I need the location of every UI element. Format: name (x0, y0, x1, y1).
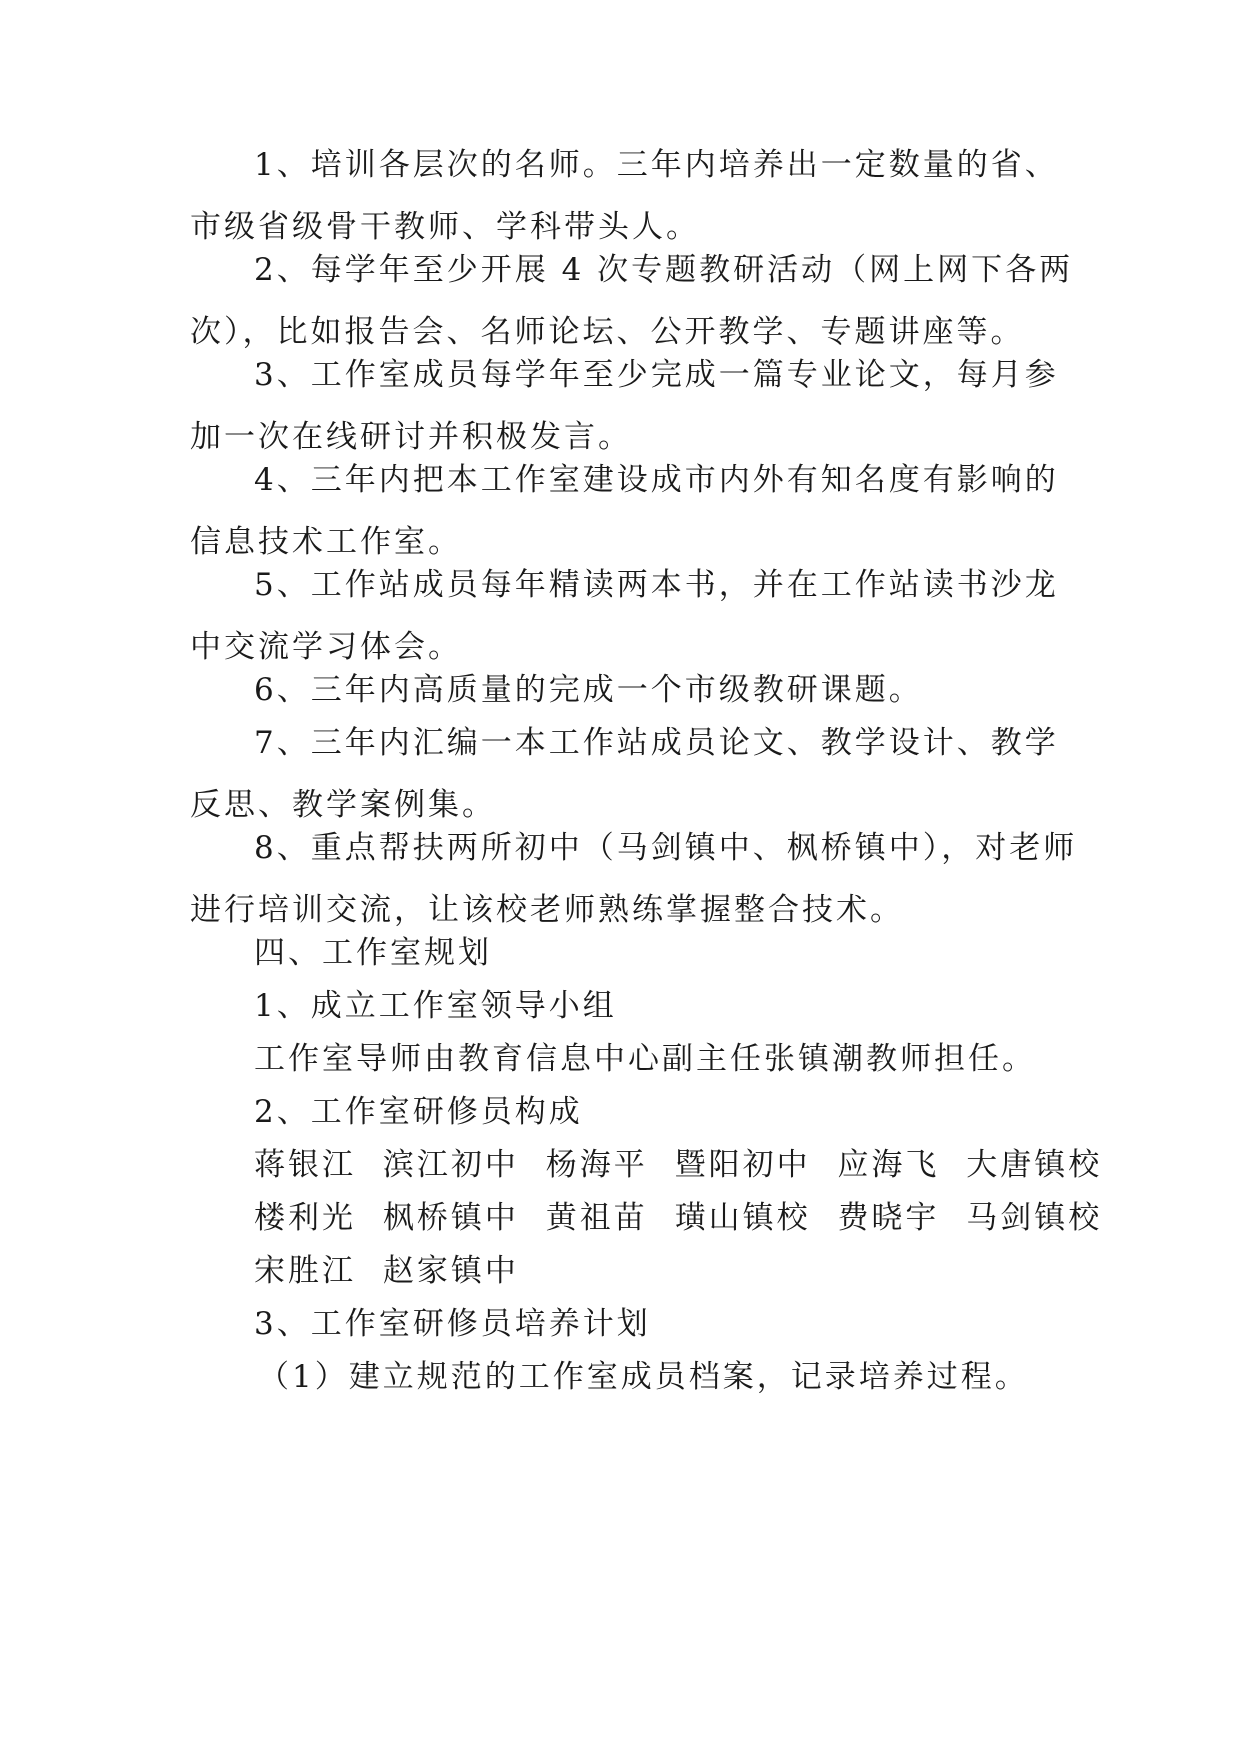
sub2-heading-text: 2、工作室研修员构成 (254, 1094, 583, 1130)
plan-item-4-line-1: 4、三年内把本工作室建设成市内外有知名度有影响的 (254, 462, 1059, 498)
plan-item-3-line-1: 3、工作室成员每学年至少完成一篇专业论文，每月参 (254, 357, 1059, 393)
member-name: 楼利光 (254, 1200, 356, 1236)
member-school: 大唐镇校 (966, 1147, 1103, 1183)
plan-item-3-line-2: 加一次在线研讨并积极发言。 (190, 419, 632, 455)
member-name: 应海飞 (837, 1147, 940, 1183)
plan-item-1-line-1: 1、培训各层次的名师。三年内培养出一定数量的省、 (254, 147, 1059, 183)
member-name: 宋胜江 (254, 1253, 356, 1289)
sub3-heading-text: 3、工作室研修员培养计划 (254, 1306, 651, 1342)
plan-item-8-line-1: 8、重点帮扶两所初中（马剑镇中、枫桥镇中），对老师 (254, 830, 1078, 866)
plan-item-2-line-1: 2、每学年至少开展 4 次专题教研活动（网上网下各两 (254, 252, 1074, 288)
member-school: 马剑镇校 (966, 1200, 1103, 1236)
member-school: 赵家镇中 (382, 1253, 519, 1289)
member-name: 费晓宇 (837, 1200, 940, 1236)
sub1-text-line: 工作室导师由教育信息中心副主任张镇潮教师担任。 (254, 1041, 1036, 1077)
sub3-item-1: （1）建立规范的工作室成员档案，记录培养过程。 (258, 1359, 1029, 1395)
plan-item-4-line-2: 信息技术工作室。 (190, 524, 462, 560)
member-school: 枫桥镇中 (382, 1200, 519, 1236)
member-school: 滨江初中 (382, 1147, 519, 1183)
plan-item-8-line-2: 进行培训交流，让该校老师熟练掌握整合技术。 (190, 892, 904, 928)
plan-item-5-line-2: 中交流学习体会。 (190, 629, 462, 665)
sub1-heading-text: 1、成立工作室领导小组 (254, 988, 617, 1024)
member-name: 蒋银江 (254, 1147, 356, 1183)
plan-item-7-line-2: 反思、教学案例集。 (190, 787, 496, 823)
plan-item-7-line-1: 7、三年内汇编一本工作站成员论文、教学设计、教学 (254, 725, 1059, 761)
member-name: 杨海平 (545, 1147, 648, 1183)
member-school: 暨阳初中 (674, 1147, 811, 1183)
plan-item-2-line-2: 次），比如报告会、名师论坛、公开教学、专题讲座等。 (190, 314, 1025, 350)
plan-item-5-line-1: 5、工作站成员每年精读两本书，并在工作站读书沙龙 (254, 567, 1059, 603)
plan-item-1-line-2: 市级省级骨干教师、学科带头人。 (190, 209, 700, 245)
plan-item-6-line-1: 6、三年内高质量的完成一个市级教研课题。 (254, 672, 923, 708)
member-school: 璜山镇校 (674, 1200, 811, 1236)
section-heading-text: 四、工作室规划 (254, 935, 492, 971)
member-name: 黄祖苗 (545, 1200, 648, 1236)
